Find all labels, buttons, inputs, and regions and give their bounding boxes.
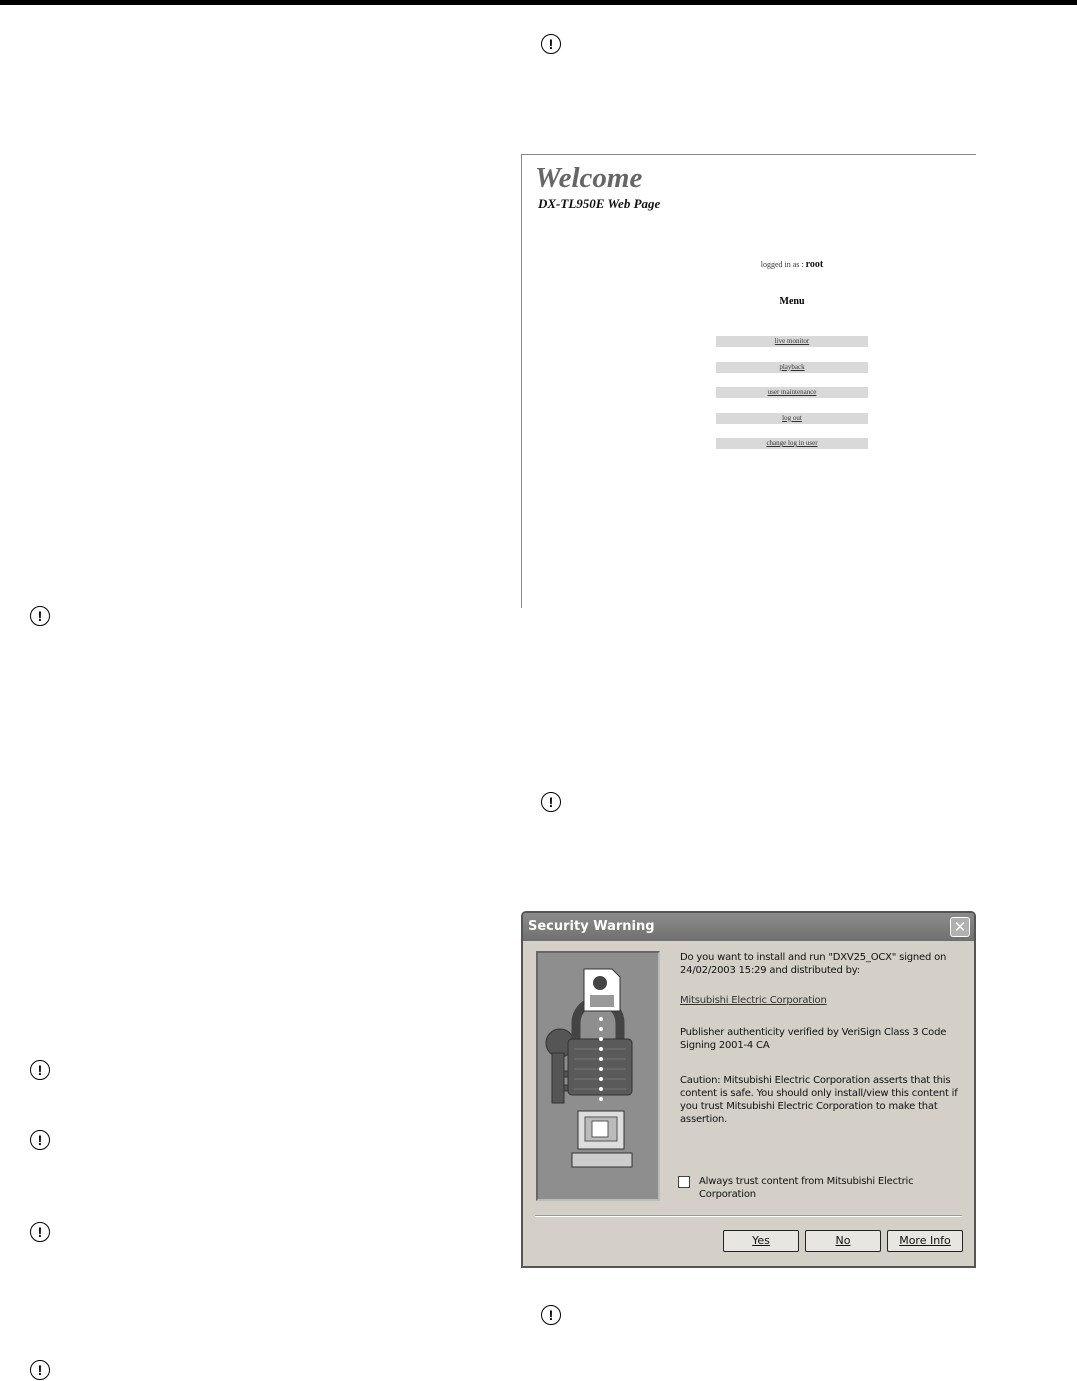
verification-text: Publisher authenticity verified by VeriSign Class 3 Code Signing 2001-4 CA — [680, 1027, 947, 1051]
caution-icon: ! — [541, 34, 561, 54]
menu-item-log-out[interactable]: log out — [716, 413, 868, 424]
welcome-web-page-screenshot — [521, 154, 976, 608]
login-user: root — [805, 259, 824, 270]
separator — [535, 1215, 962, 1217]
caution-icon: ! — [541, 792, 561, 812]
close-button[interactable] — [950, 917, 970, 937]
security-illustration — [536, 951, 660, 1201]
top-rule — [0, 0, 1077, 5]
dialog-titlebar[interactable] — [523, 913, 974, 941]
publisher-link[interactable]: Mitsubishi Electric Corporation — [680, 995, 827, 1006]
yes-button[interactable] — [723, 1230, 799, 1252]
frame-edge — [521, 154, 522, 608]
menu-item-live-monitor[interactable]: live monitor — [716, 336, 868, 347]
dialog-title: Security Warning — [528, 919, 655, 934]
no-button-label: No — [835, 1234, 851, 1247]
caution-icon: ! — [541, 1305, 561, 1325]
trust-checkbox[interactable] — [678, 1176, 690, 1188]
publisher-row — [680, 994, 970, 1007]
menu-item-change-log-in-user[interactable]: change log in user — [716, 438, 868, 449]
trust-label: Always trust content from Mitsubishi Electric Corporation — [699, 1176, 914, 1200]
caution-icon: ! — [30, 606, 50, 626]
no-button[interactable] — [805, 1230, 881, 1252]
login-status — [676, 259, 908, 270]
lock-computer-icon — [538, 953, 658, 1199]
frame-edge — [521, 154, 976, 155]
welcome-title: Welcome — [535, 162, 643, 194]
menu-item-user-maintenance[interactable]: user maintenance — [716, 387, 868, 398]
menu-heading: Menu — [779, 296, 805, 307]
more-info-button[interactable] — [887, 1230, 963, 1252]
web-page-subtitle: DX-TL950E Web Page — [538, 196, 661, 211]
more-info-button-label: More Info — [899, 1234, 951, 1247]
menu-list — [716, 336, 868, 464]
caution-icon: ! — [30, 1130, 50, 1150]
caution-icon: ! — [30, 1060, 50, 1080]
login-prefix: logged in as : — [760, 260, 806, 269]
menu-item-playback[interactable]: playback — [716, 362, 868, 373]
yes-button-label: Yes — [752, 1234, 770, 1247]
caution-text: Caution: Mitsubishi Electric Corporation asserts that this content is safe. You should only install/view this content if you trust Mitsubishi Electric Corporation to make that assertion. — [680, 1075, 958, 1125]
trust-option[interactable] — [678, 1175, 968, 1201]
close-icon: ✕ — [953, 918, 967, 936]
security-warning-dialog — [521, 911, 976, 1268]
caution-icon: ! — [30, 1222, 50, 1242]
caution-icon: ! — [30, 1360, 50, 1380]
install-question: Do you want to install and run "DXV25_OCX" signed on 24/02/2003 15:29 and distributed by: — [680, 952, 947, 976]
